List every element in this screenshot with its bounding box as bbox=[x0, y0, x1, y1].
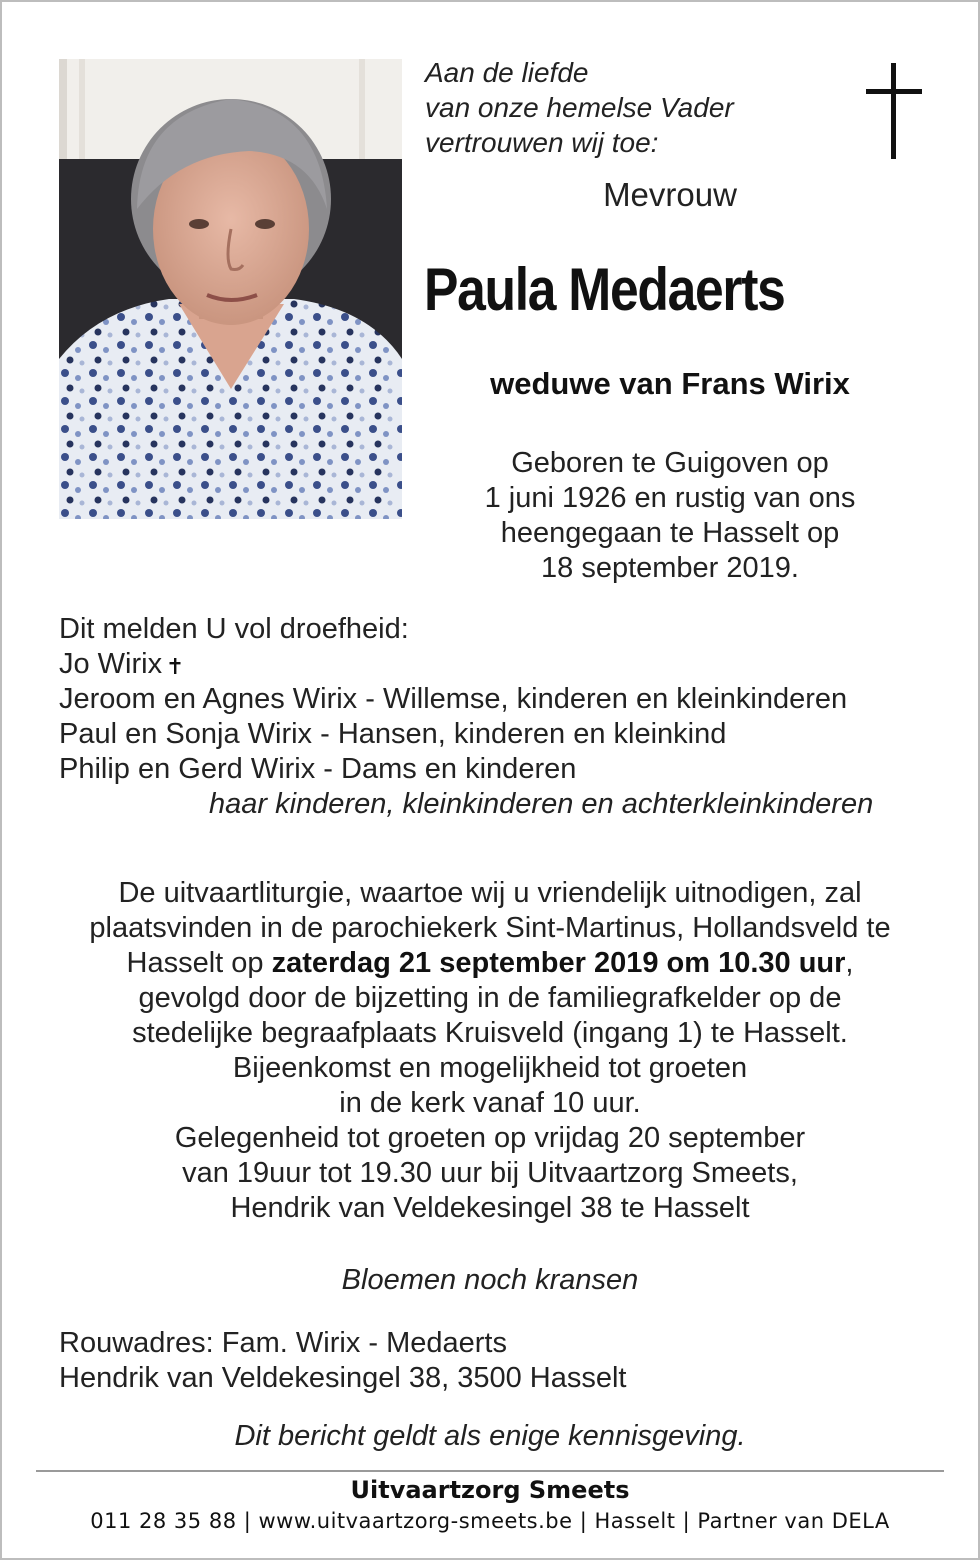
info-line: 1 juni 1926 en rustig van ons bbox=[484, 482, 856, 514]
funeral-text: , bbox=[845, 947, 854, 979]
address-line: Hendrik van Veldekesingel 38, 3500 Hasselt bbox=[59, 1362, 627, 1394]
info-line: heengegaan te Hasselt op bbox=[500, 517, 840, 549]
funeral-text: Hasselt op bbox=[126, 947, 272, 979]
flowers-note: Bloemen noch kransen bbox=[341, 1264, 639, 1296]
funeral-details bbox=[40, 876, 940, 1226]
opening-verse bbox=[425, 55, 845, 160]
address-line: Rouwadres: Fam. Wirix - Medaerts bbox=[59, 1327, 507, 1359]
info-line: Geboren te Guigoven op bbox=[511, 447, 829, 479]
family-member bbox=[59, 647, 939, 682]
family-signoff: haar kinderen, kleinkinderen en achterkleinkinderen bbox=[209, 788, 874, 820]
family-member: Philip en Gerd Wirix - Dams en kinderen bbox=[59, 753, 577, 785]
funeral-line: stedelijke begraafplaats Kruisveld (ingang 1) te Hasselt. bbox=[132, 1017, 848, 1049]
family-member-name: Jo Wirix bbox=[59, 648, 163, 680]
undertaker-name: Uitvaartzorg Smeets bbox=[350, 1476, 630, 1504]
verse-line: vertrouwen wij toe: bbox=[425, 127, 659, 158]
portrait-photo bbox=[59, 59, 402, 519]
funeral-line: van 19uur tot 19.30 uur bij Uitvaartzorg Smeets, bbox=[182, 1157, 798, 1189]
family-member: Jeroom en Agnes Wirix - Willemse, kinderen en kleinkinderen bbox=[59, 683, 848, 715]
mourning-address bbox=[59, 1326, 939, 1396]
family-intro: Dit melden U vol droefheid: bbox=[59, 613, 409, 645]
funeral-line bbox=[40, 946, 940, 981]
funeral-line: in de kerk vanaf 10 uur. bbox=[339, 1087, 641, 1119]
funeral-line: Hendrik van Veldekesingel 38 te Hasselt bbox=[230, 1192, 750, 1224]
small-cross-icon bbox=[168, 648, 182, 666]
footer-divider bbox=[36, 1470, 944, 1472]
info-line: 18 september 2019. bbox=[541, 552, 799, 584]
funeral-line: gevolgd door de bijzetting in de familiegrafkelder op de bbox=[138, 982, 842, 1014]
latin-cross-icon bbox=[866, 63, 922, 159]
family-member: Paul en Sonja Wirix - Hansen, kinderen en kleinkind bbox=[59, 718, 727, 750]
birth-death-info bbox=[420, 446, 920, 586]
widow-of: weduwe van Frans Wirix bbox=[490, 366, 850, 401]
funeral-line: Bijeenkomst en mogelijkheid tot groeten bbox=[232, 1052, 748, 1084]
notice-text: Dit bericht geldt als enige kennisgeving. bbox=[234, 1420, 746, 1452]
undertaker-contact: 011 28 35 88 | www.uitvaartzorg-smeets.be | Hasselt | Partner van DELA bbox=[90, 1509, 890, 1533]
funeral-line: plaatsvinden in de parochiekerk Sint-Martinus, Hollandsveld te bbox=[89, 912, 891, 944]
funeral-line: De uitvaartliturgie, waartoe wij u vriendelijk uitnodigen, zal bbox=[118, 877, 862, 909]
verse-line: van onze hemelse Vader bbox=[425, 92, 734, 123]
honorific: Mevrouw bbox=[603, 176, 737, 213]
funeral-line: Gelegenheid tot groeten op vrijdag 20 september bbox=[174, 1122, 806, 1154]
funeral-date-time: zaterdag 21 september 2019 om 10.30 uur bbox=[271, 947, 846, 979]
verse-line: Aan de liefde bbox=[425, 57, 589, 88]
deceased-name: Paula Medaerts bbox=[424, 256, 785, 323]
family-announcement bbox=[59, 612, 939, 822]
